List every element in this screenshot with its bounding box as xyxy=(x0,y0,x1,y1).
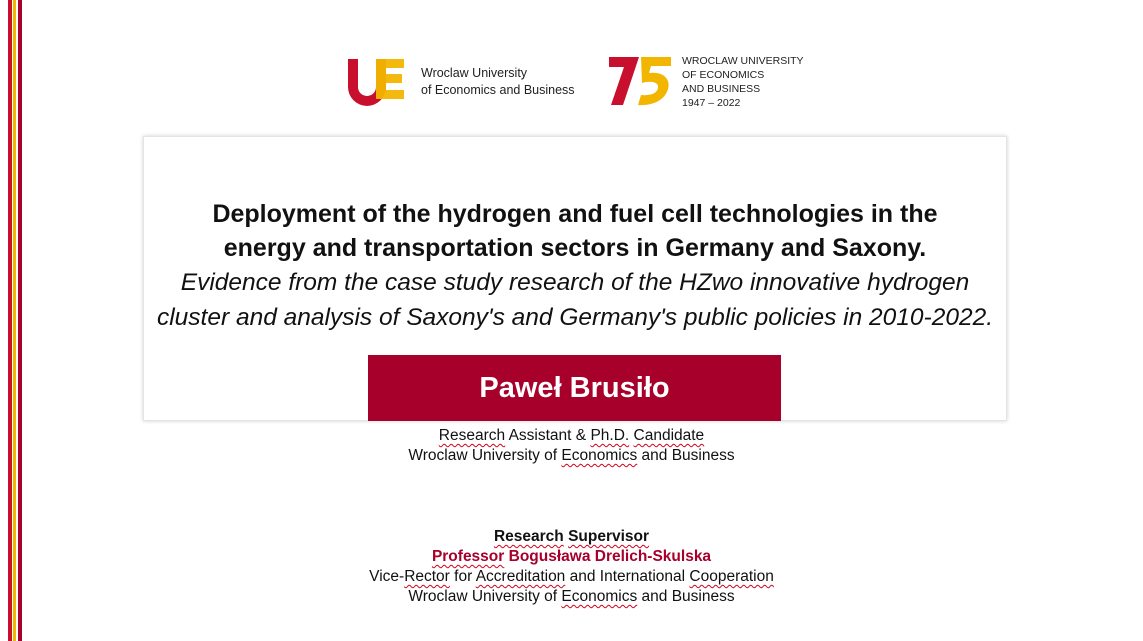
thesis-subtitle-line2: cluster and analysis of Saxony's and Germany's public policies in 2010-2022. xyxy=(156,304,993,331)
supervisor-role-part: for xyxy=(449,568,476,585)
supervisor-affiliation-part: Economics xyxy=(561,588,638,605)
supervisor-affiliation-part: and Business xyxy=(637,588,735,605)
supervisor-affiliation-part: Wroclaw University of xyxy=(408,588,562,605)
supervisor-heading-part: Supervisor xyxy=(568,528,650,545)
ue-logo-mark xyxy=(346,55,408,109)
supervisor-affiliation xyxy=(0,587,1143,607)
supervisor-heading xyxy=(0,527,1143,547)
ue-logo-text xyxy=(421,65,575,99)
author-affiliation-part: Economics xyxy=(561,447,638,464)
ue-logo xyxy=(346,55,576,109)
thesis-subtitle-line1: Evidence from the case study research of the HZwo innovative hydrogen xyxy=(180,269,970,296)
thesis-title-line1: Deployment of the hydrogen and fuel cell technologies in the xyxy=(212,200,938,228)
ue-logo-line1: Wroclaw University xyxy=(421,66,528,80)
anniversary-75-mark xyxy=(607,55,673,107)
anniversary-years: 1947 – 2022 xyxy=(682,97,741,109)
supervisor-role-part: Rector xyxy=(404,568,450,585)
ue-logo-line2: of Economics and Business xyxy=(421,83,575,97)
author-role-word: Candidate xyxy=(633,427,705,444)
thesis-title-line2: energy and transportation sectors in Germany and Saxony. xyxy=(223,234,927,262)
author-affiliation xyxy=(0,446,1143,466)
supervisor-name xyxy=(0,547,1143,567)
supervisor-role-part: Accreditation xyxy=(475,568,566,585)
supervisor-role xyxy=(0,567,1143,587)
thesis-title xyxy=(144,197,1006,265)
author-affiliation-part: and Business xyxy=(637,447,735,464)
supervisor-name-part: Professor xyxy=(431,548,505,565)
anniversary-logo-text xyxy=(682,54,804,110)
thesis-subtitle xyxy=(144,265,1006,335)
author-role xyxy=(0,426,1143,446)
supervisor-role-part: and International xyxy=(565,568,690,585)
anniversary-line3: AND BUSINESS xyxy=(682,83,761,95)
author-role-word: Research xyxy=(438,427,506,444)
supervisor-name-part: Bogusława Drelich-Skulska xyxy=(508,548,712,565)
author-role-word: Assistant & xyxy=(505,427,591,444)
author-name-banner: Paweł Brusiło xyxy=(368,355,781,421)
supervisor-heading-part: Research xyxy=(493,528,564,545)
supervisor-role-part: Vice- xyxy=(369,568,405,585)
anniversary-logo xyxy=(607,52,807,110)
supervisor-role-part: Cooperation xyxy=(689,568,774,585)
author-role-word: Ph.D. xyxy=(590,427,630,444)
author-affiliation-part: Wroclaw University of xyxy=(408,447,562,464)
anniversary-line1: WROCLAW UNIVERSITY xyxy=(682,55,804,67)
anniversary-line2: OF ECONOMICS xyxy=(682,69,765,81)
